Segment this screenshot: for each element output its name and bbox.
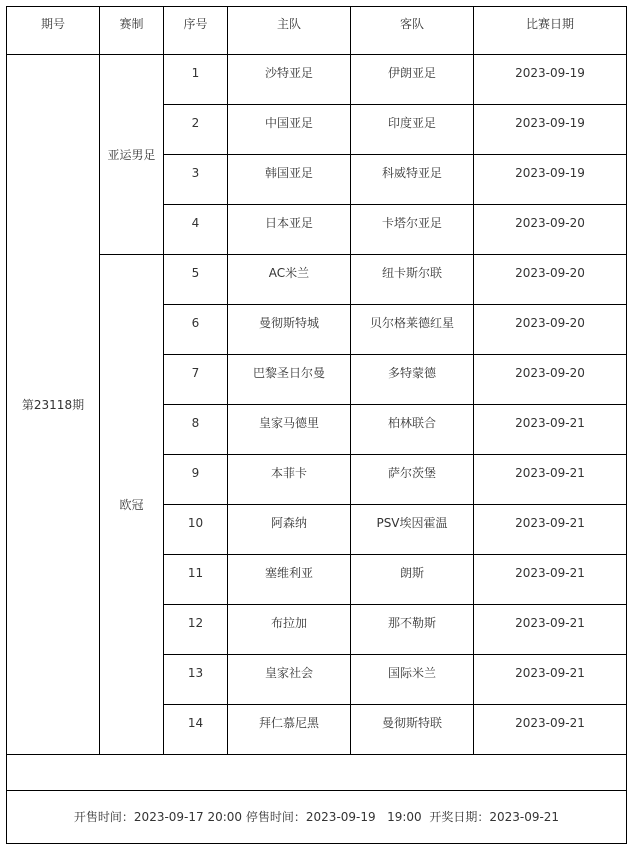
match-index: 1 (164, 55, 228, 105)
away-team: 那不勒斯 (351, 605, 474, 655)
away-team: 朗斯 (351, 555, 474, 605)
header-home-team: 主队 (228, 7, 351, 55)
match-date: 2023-09-19 (474, 55, 627, 105)
match-index: 2 (164, 105, 228, 155)
home-team: 皇家马德里 (228, 405, 351, 455)
match-index: 7 (164, 355, 228, 405)
empty-cell (7, 755, 627, 791)
match-index: 14 (164, 705, 228, 755)
match-date: 2023-09-20 (474, 255, 627, 305)
home-team: 拜仁慕尼黑 (228, 705, 351, 755)
away-team: 国际米兰 (351, 655, 474, 705)
table-row (7, 55, 627, 105)
footer-row (7, 791, 627, 844)
home-team: 曼彻斯特城 (228, 305, 351, 355)
match-index: 9 (164, 455, 228, 505)
header-row (7, 7, 627, 55)
home-team: 本菲卡 (228, 455, 351, 505)
header-index: 序号 (164, 7, 228, 55)
match-date: 2023-09-20 (474, 355, 627, 405)
home-team: AC米兰 (228, 255, 351, 305)
table-header (7, 7, 627, 55)
home-team: 沙特亚足 (228, 55, 351, 105)
sale-start-value: 2023-09-17 20:00 (133, 810, 243, 824)
match-date: 2023-09-19 (474, 155, 627, 205)
home-team: 塞维利亚 (228, 555, 351, 605)
away-team: 曼彻斯特联 (351, 705, 474, 755)
away-team: 印度亚足 (351, 105, 474, 155)
competition-cell: 欧冠 (100, 255, 164, 755)
home-team: 布拉加 (228, 605, 351, 655)
match-date: 2023-09-21 (474, 405, 627, 455)
away-team: 贝尔格莱德红星 (351, 305, 474, 355)
match-index: 4 (164, 205, 228, 255)
sales-info (7, 791, 627, 844)
match-index: 8 (164, 405, 228, 455)
match-date: 2023-09-20 (474, 205, 627, 255)
match-date: 2023-09-20 (474, 305, 627, 355)
match-date: 2023-09-19 (474, 105, 627, 155)
home-team: 阿森纳 (228, 505, 351, 555)
away-team: 伊朗亚足 (351, 55, 474, 105)
spacer-row (7, 755, 627, 791)
header-competition: 赛制 (100, 7, 164, 55)
match-date: 2023-09-21 (474, 655, 627, 705)
away-team: 萨尔茨堡 (351, 455, 474, 505)
match-index: 5 (164, 255, 228, 305)
match-index: 10 (164, 505, 228, 555)
sale-stop-label: 停售时间： (245, 810, 306, 824)
away-team: 卡塔尔亚足 (351, 205, 474, 255)
match-index: 3 (164, 155, 228, 205)
competition-cell: 亚运男足 (100, 55, 164, 255)
home-team: 巴黎圣日尔曼 (228, 355, 351, 405)
match-index: 12 (164, 605, 228, 655)
header-period: 期号 (7, 7, 100, 55)
header-away-team: 客队 (351, 7, 474, 55)
away-team: PSV埃因霍温 (351, 505, 474, 555)
match-index: 11 (164, 555, 228, 605)
match-index: 6 (164, 305, 228, 355)
home-team: 日本亚足 (228, 205, 351, 255)
away-team: 多特蒙德 (351, 355, 474, 405)
match-date: 2023-09-21 (474, 605, 627, 655)
home-team: 韩国亚足 (228, 155, 351, 205)
home-team: 中国亚足 (228, 105, 351, 155)
sale-stop-value: 2023-09-19 19:00 (305, 810, 422, 824)
sale-start-label: 开售时间： (73, 810, 134, 824)
match-date: 2023-09-21 (474, 505, 627, 555)
home-team: 皇家社会 (228, 655, 351, 705)
draw-date-label: 开奖日期： (429, 810, 490, 824)
table-row (7, 255, 627, 305)
away-team: 柏林联合 (351, 405, 474, 455)
draw-date-value: 2023-09-21 (489, 810, 560, 824)
table-body (7, 55, 627, 844)
match-index: 13 (164, 655, 228, 705)
away-team: 科威特亚足 (351, 155, 474, 205)
away-team: 纽卡斯尔联 (351, 255, 474, 305)
match-date: 2023-09-21 (474, 705, 627, 755)
period-cell: 第23118期 (7, 55, 100, 755)
match-schedule-table (6, 6, 627, 844)
match-date: 2023-09-21 (474, 555, 627, 605)
header-match-date: 比赛日期 (474, 7, 627, 55)
match-date: 2023-09-21 (474, 455, 627, 505)
